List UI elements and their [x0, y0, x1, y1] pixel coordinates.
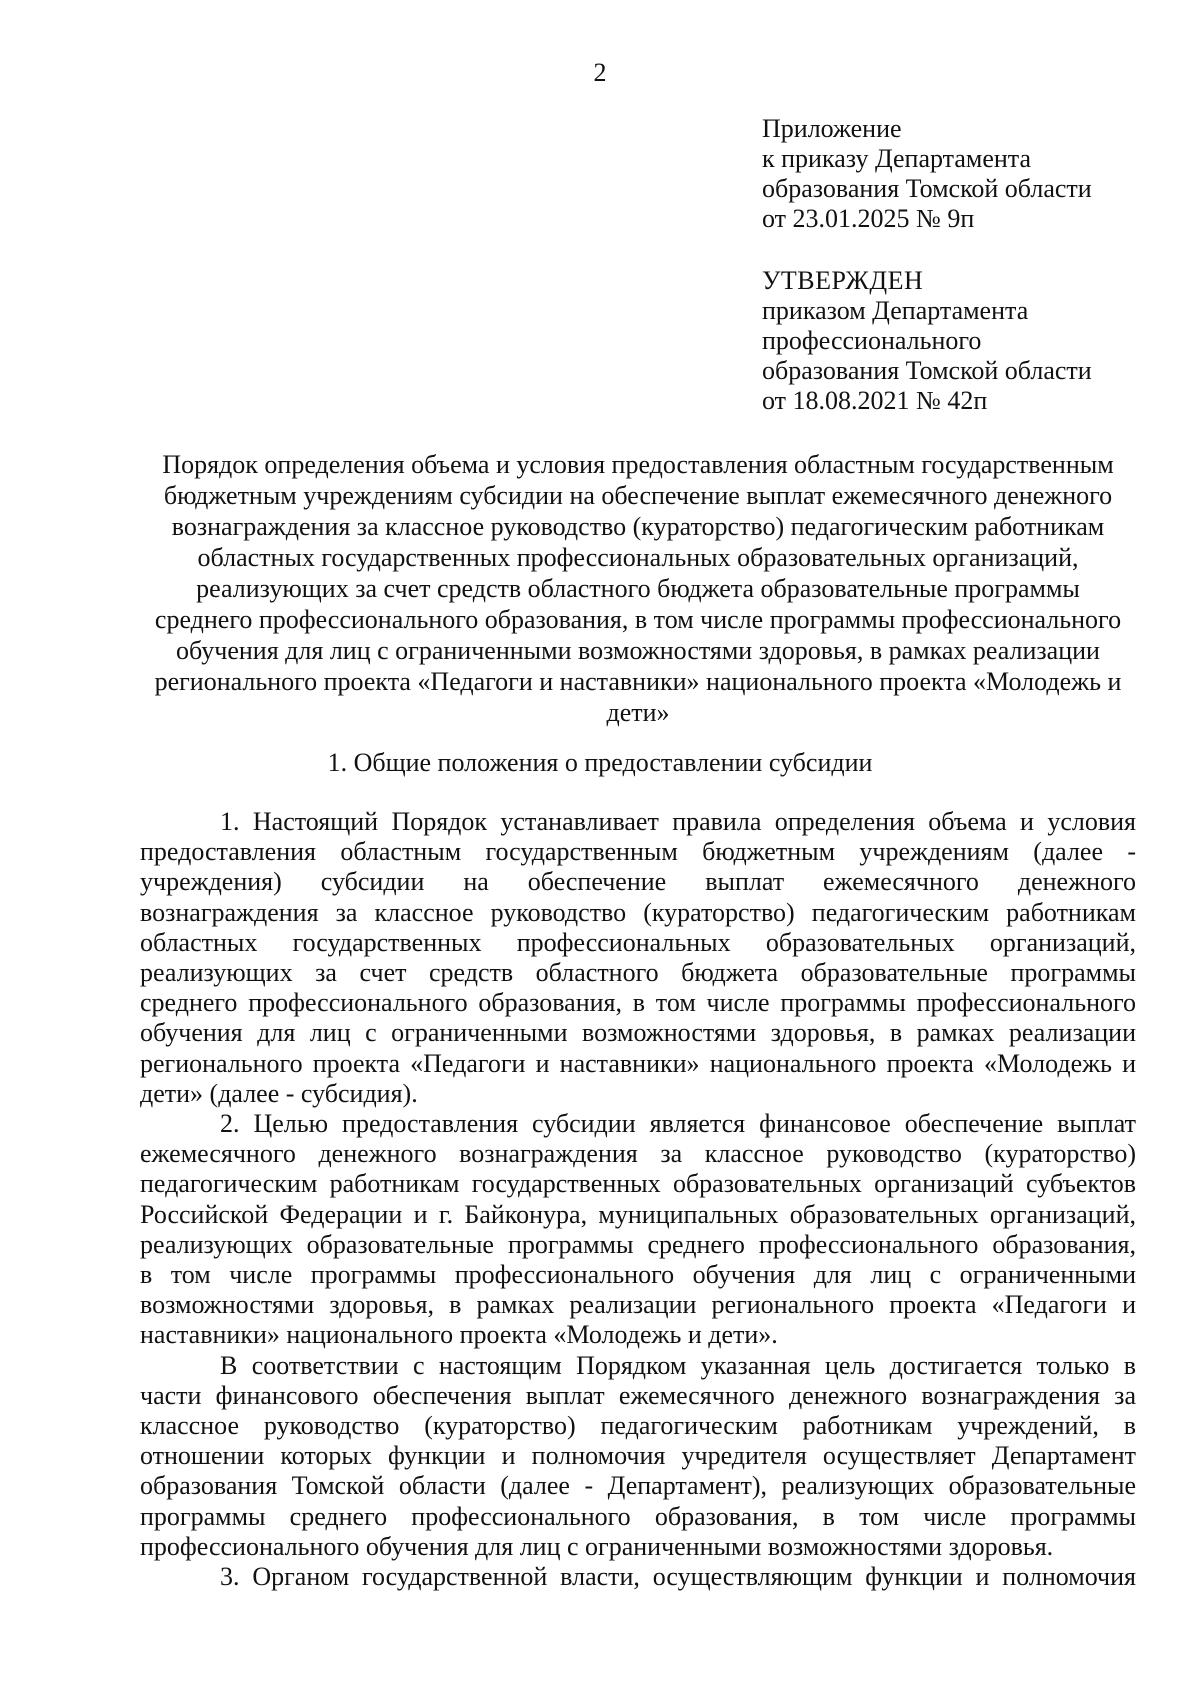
paragraph-line: профессионального обучения для лиц с ограниченными возможностями здоровья. — [140, 1531, 1054, 1561]
section-heading: 1. Общие положения о предоставлении субсидии — [327, 748, 873, 777]
paragraph-line: В соответствии с настоящим Порядком указанная цель достигается только в — [220, 1350, 1136, 1380]
attachment-line: образования Томской области — [762, 174, 1092, 203]
title-line: областных государственных профессиональных образовательных организаций, — [197, 543, 1079, 572]
paragraph-line: возможностями здоровья, в рамках реализации регионального проекта «Педагоги и — [140, 1290, 1136, 1320]
title-line: бюджетным учреждениям субсидии на обеспечение выплат ежемесячного денежного — [163, 481, 1113, 510]
paragraph-line: 3. Органом государственной власти, осуществляющим функции и полномочия — [220, 1562, 1136, 1592]
approved-line: образования Томской области — [762, 356, 1092, 385]
paragraph-line: отношении которых функции и полномочия учредителя осуществляет Департамент — [140, 1441, 1136, 1471]
paragraph-line: Российской Федерации и г. Байконура, муниципальных образовательных организаций, — [140, 1199, 1136, 1229]
paragraph-line: учреждения) субсидии на обеспечение выплат ежемесячного денежного — [140, 867, 1136, 897]
paragraph-line: наставники» национального проекта «Молодежь и дети». — [140, 1320, 778, 1350]
paragraph-line: вознаграждения за классное руководство (кураторство) педагогическим работникам — [140, 897, 1136, 927]
approved-line: от 18.08.2021 № 42п — [762, 386, 988, 415]
paragraph-line: программы среднего профессионального образования, в том числе программы — [140, 1501, 1136, 1531]
paragraph-line: классное руководство (кураторство) педагогическим работникам учреждений, в — [140, 1411, 1136, 1441]
approved-block — [762, 266, 1162, 416]
approved-line: профессионального — [762, 326, 982, 355]
paragraph-line: областных государственных профессиональных образовательных организаций, — [140, 927, 1136, 957]
title-line: среднего профессионального образования, в том числе программы профессионального — [154, 605, 1122, 634]
paragraph-line: 1. Настоящий Порядок устанавливает правила определения объема и условия — [220, 807, 1136, 836]
attachment-line: от 23.01.2025 № 9п — [762, 204, 975, 233]
paragraph-line: 2. Целью предоставления субсидии является финансовое обеспечение выплат — [220, 1109, 1136, 1139]
paragraph-line: среднего профессионального образования, в том числе программы профессионального — [140, 988, 1136, 1018]
approved-line: приказом Департамента — [762, 296, 1029, 325]
title-line: обучения для лиц с ограниченными возможностями здоровья, в рамках реализации — [176, 636, 1100, 665]
paragraph-4 — [140, 1562, 1136, 1592]
paragraph-line: части финансового обеспечения выплат ежемесячного денежного вознаграждения за — [140, 1380, 1136, 1410]
paragraph-line: реализующих образовательные программы среднего профессионального образования, — [140, 1229, 1136, 1259]
paragraph-line: ежемесячного денежного вознаграждения за классное руководство (кураторство) — [140, 1139, 1136, 1169]
paragraph-line: предоставления областным государственным бюджетным учреждениям (далее - — [140, 837, 1136, 867]
paragraph-2 — [140, 1109, 1136, 1351]
page-number: 2 — [593, 58, 607, 87]
attachment-line: к приказу Департамента — [762, 144, 1032, 173]
paragraph-line: обучения для лиц с ограниченными возможностями здоровья, в рамках реализации — [140, 1018, 1136, 1048]
attachment-line: Приложение — [762, 114, 902, 143]
paragraph-line: регионального проекта «Педагоги и наставники» национального проекта «Молодежь и — [140, 1048, 1136, 1078]
title-line: Порядок определения объема и условия предоставления областным государственным — [162, 450, 1114, 479]
paragraph-1 — [140, 807, 1136, 1109]
paragraph-line: образования Томской области (далее - Департамент), реализующих образовательные — [140, 1471, 1136, 1501]
paragraph-line: дети» (далее - субсидия). — [140, 1078, 418, 1108]
title-line: регионального проекта «Педагоги и наставники» национального проекта «Молодежь и — [154, 667, 1122, 696]
paragraph-line: в том числе программы профессионального обучения для лиц с ограниченными — [140, 1260, 1136, 1290]
document-title — [140, 449, 1136, 728]
title-line: дети» — [606, 698, 670, 727]
title-line: вознаграждения за классное руководство (кураторство) педагогическим работникам — [171, 512, 1105, 541]
attachment-block — [762, 114, 1162, 234]
approved-heading: УТВЕРЖДЕН — [762, 266, 924, 295]
paragraph-line: педагогическим работникам государственных образовательных организаций субъектов — [140, 1169, 1136, 1199]
body-text — [140, 807, 1136, 1592]
title-line: реализующих за счет средств областного бюджета образовательные программы — [196, 574, 1080, 603]
paragraph-line: реализующих за счет средств областного бюджета образовательные программы — [140, 958, 1136, 988]
paragraph-3 — [140, 1351, 1136, 1562]
